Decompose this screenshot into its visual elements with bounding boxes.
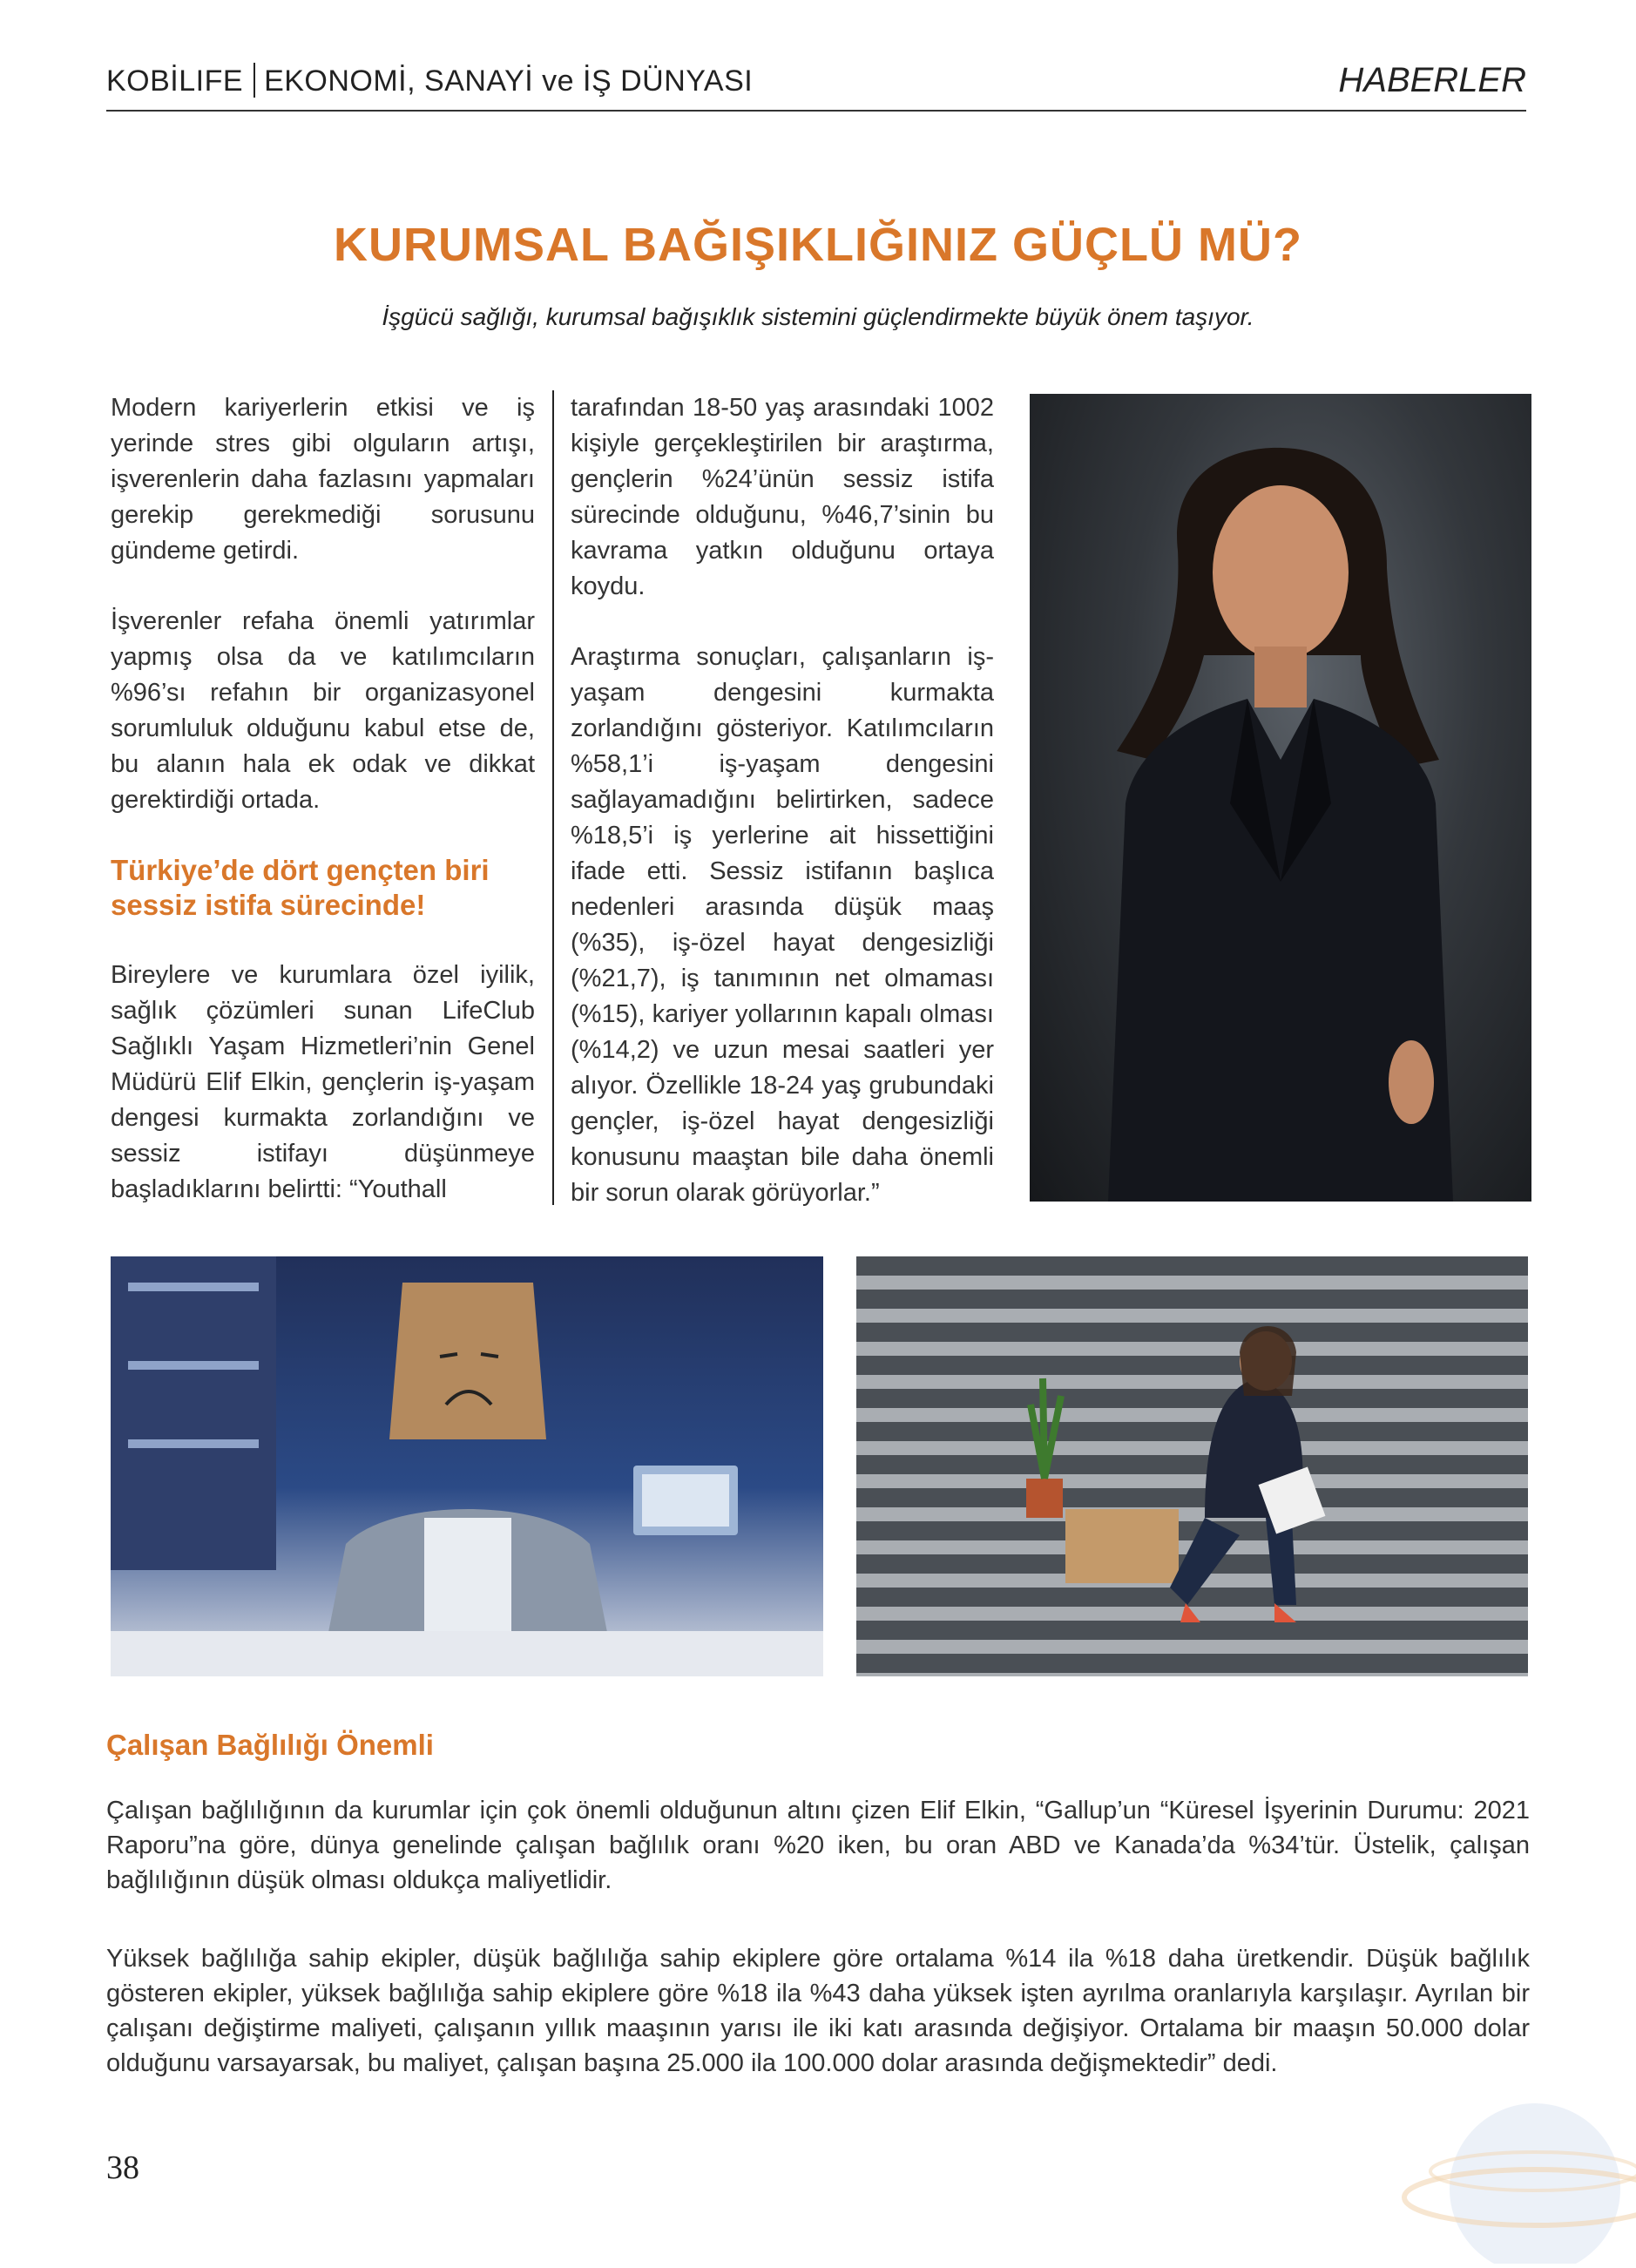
article-subtitle: İşgücü sağlığı, kurumsal bağışıklık sistemini güçlendirmekte büyük önem taşıyor. bbox=[382, 303, 1254, 330]
column-divider bbox=[552, 390, 554, 1205]
section-name: EKONOMİ, SANAYİ ve İŞ DÜNYASI bbox=[264, 64, 754, 98]
portrait-illustration bbox=[1030, 394, 1531, 1202]
paragraph: tarafından 18-50 yaş arasındaki 1002 kişiyle gerçekleştirilen bir araştırma, gençlerin %24’ünün sessiz istifa sürecinde olduğunu, %46,7’sinin bu kavrama yatkın olduğunu ortaya koydu. bbox=[571, 394, 994, 600]
paragraph: Bireylere ve kurumlara özel iyilik, sağlık çözümleri sunan LifeClub Sağlıklı Yaşam Hizmetleri’nin Genel Müdürü Elif Elkin, gençlerin iş-yaşam dengesi kurmakta zorlandığını ve sessiz istifayı düşünmeye başladıklarını belirtti: “Youthall bbox=[111, 961, 535, 1203]
paragraph: İşverenler refaha önemli yatırımlar yapmış olsa da ve katılımcıların %96’sı refahın bir organizasyonel sorumluluk olduğunu kabul etse de, bu alanın hala ek odak ve dikkat gerektirdiği ortada. bbox=[111, 607, 535, 814]
article-title: KURUMSAL BAĞIŞIKLIĞINIZ GÜÇLÜ MÜ? bbox=[334, 219, 1302, 271]
header-rule bbox=[106, 110, 1526, 112]
text-column-2 bbox=[571, 390, 994, 1246]
brand-name: KOBİLIFE bbox=[106, 64, 244, 98]
office-illustration bbox=[111, 1256, 823, 1676]
paragraph: Modern kariyerlerin etkisi ve iş yerinde stres gibi olguların artışı, işverenlerin daha fazlasını yapmaları gerekip gerekmediği sorusunu gündeme getirdi. bbox=[111, 394, 535, 565]
category-label: HABERLER bbox=[1338, 61, 1526, 99]
subheading: Türkiye’de dört gençten biri sessiz istifa sürecinde! bbox=[111, 854, 490, 921]
paragraph: Araştırma sonuçları, çalışanların iş-yaşam dengesini kurmakta zorlandığını gösteriyor. Katılımcıların %58,1’i iş-yaşam dengesini sağlayamadığını belirtirken, sadece %18,5’i iş yerlerine ait hissettiğini ifade etti. Sessiz istifanın başlıca nedenleri arasında düşük maaş (%35), iş-özel hayat dengesizliği (%21,7), iş tanımının net olmaması (%15), kariyer yollarının kapalı olması (%14,2) ve uzun mesai saatleri yer alıyor. Özellikle 18-24 yaş grubundaki gençler, iş-özel hayat dengesizliği konusunu maaştan bile daha önemli bir sorun olarak görüyorlar.” bbox=[571, 643, 994, 1207]
page-number: 38 bbox=[106, 2150, 139, 2186]
stairs-photo bbox=[856, 1256, 1528, 1676]
office-photo bbox=[111, 1256, 823, 1676]
header-divider bbox=[254, 63, 255, 98]
paragraph: Yüksek bağlılığa sahip ekipler, düşük bağlılığa sahip ekiplere göre ortalama %14 ila %18 daha üretkendir. Düşük bağlılık gösteren ekipler, yüksek bağlılığa sahip ekiplere göre %18 ila %43 daha yüksek işten ayrılma oranlarıyla karşılaşır. Ayrılan bir çalışanı değiştirme maliyeti, çalışanın yıllık maaşının yarısı ile iki katı arasında değişiyor. Ortalama bir maaşın 50.000 dolar olduğunu varsayarsak, bu maliyet, çalışan başına 25.000 ila 100.000 dolar arasında değişmektedir” dedi. bbox=[106, 1945, 1530, 2077]
section-heading: Çalışan Bağlılığı Önemli bbox=[106, 1729, 434, 1761]
header-publication bbox=[106, 63, 753, 98]
portrait-photo bbox=[1030, 394, 1531, 1202]
paragraph: Çalışan bağlılığının da kurumlar için çok önemli olduğunun altını çizen Elif Elkin, “Gallup’un “Küresel İşyerinin Durumu: 2021 Raporu”na göre, dünya genelinde çalışan bağlılık oranı %20 iken, bu oran ABD ve Kanada’da %34’tür. Üstelik, çalışan bağlılığının düşük olması oldukça maliyetlidir. bbox=[106, 1797, 1530, 1894]
planet-watermark-icon bbox=[1369, 2067, 1636, 2264]
stairs-illustration bbox=[856, 1256, 1528, 1676]
text-column-1 bbox=[111, 390, 535, 1242]
